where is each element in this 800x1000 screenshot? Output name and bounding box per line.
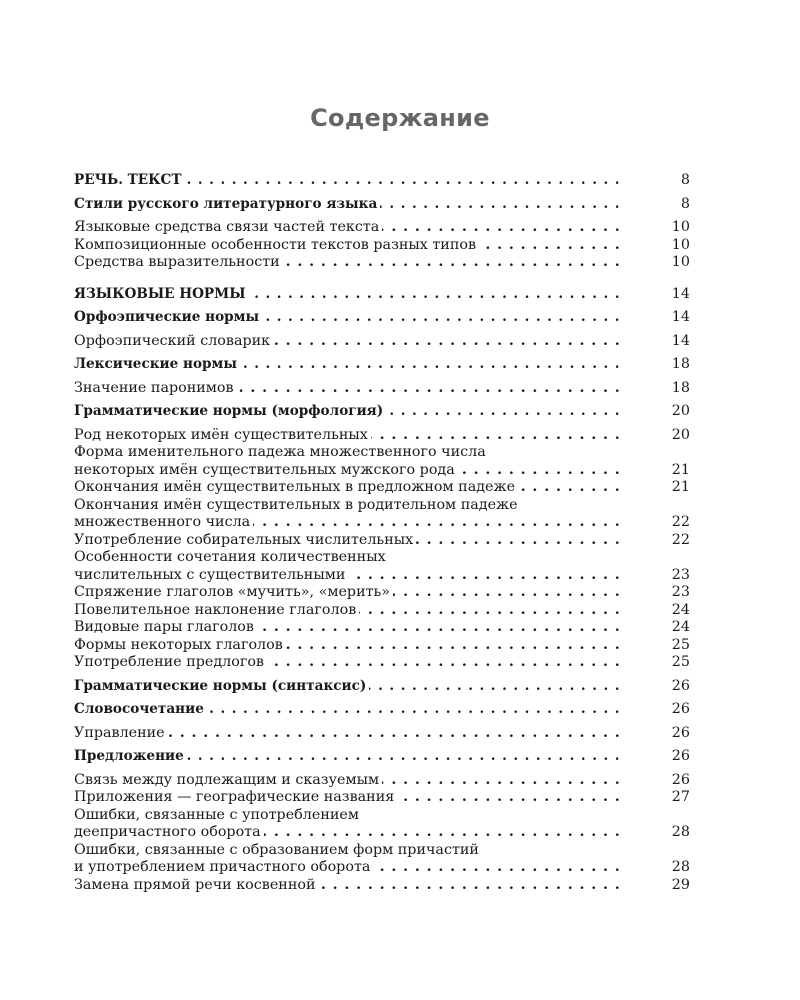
toc-entry-title: Ошибки, связанные с употреблением	[74, 807, 362, 823]
toc-page-number: 10	[671, 236, 690, 253]
toc-entry-label-wrap	[74, 254, 620, 272]
toc-page-number: 24	[671, 601, 690, 618]
toc-section-heading	[74, 196, 690, 214]
toc-entry	[74, 637, 690, 655]
toc-page-number: 29	[671, 876, 690, 893]
toc-entry-label-wrap	[74, 286, 620, 304]
toc-page-number: 21	[671, 461, 690, 478]
toc-entry	[74, 497, 690, 515]
toc-page-number: 28	[671, 824, 690, 840]
toc-entry	[74, 859, 690, 877]
toc-entry-title: Ошибки, связанные с образованием форм причастий	[74, 842, 482, 858]
toc-entry-title: и употреблением причастного оборота	[74, 859, 373, 875]
toc-entry-label-wrap	[74, 172, 620, 190]
toc-entry-label-wrap	[74, 619, 620, 637]
toc-entry-title: Окончания имён существительных в предложном падеже	[74, 479, 518, 495]
toc-section-heading	[74, 286, 690, 304]
toc-entry-title: деепричастного оборота	[74, 824, 264, 840]
toc-entry-title: Форма именительного падежа множественного числа	[74, 444, 489, 460]
toc-entry-label-wrap	[74, 678, 620, 696]
toc-entry-label-wrap	[74, 789, 620, 807]
toc-entry-title: Лексические нормы	[74, 356, 240, 372]
toc-entry	[74, 549, 690, 567]
toc-section-heading	[74, 748, 690, 766]
toc-section-heading	[74, 356, 690, 374]
toc-entry-label-wrap	[74, 567, 620, 585]
toc-entry-title: Употребление предлогов	[74, 654, 267, 670]
toc-entry-title: РЕЧЬ. ТЕКСТ	[74, 172, 184, 188]
toc-entry-title: Замена прямой речи косвенной	[74, 877, 319, 893]
toc-entry-label-wrap	[74, 479, 620, 497]
toc-entry-title: множественного числа	[74, 514, 253, 530]
toc-entry	[74, 514, 690, 532]
toc-page-number: 8	[680, 195, 690, 212]
toc-entry-label-wrap	[74, 380, 620, 398]
toc-section-heading	[74, 403, 690, 421]
toc-page-number: 24	[671, 619, 690, 635]
toc-page-number: 25	[671, 636, 690, 653]
toc-page-number: 22	[671, 514, 690, 530]
toc-entry	[74, 532, 690, 550]
toc-entry-title: Формы некоторых глаголов	[74, 637, 286, 653]
toc-entry-label-wrap	[74, 842, 620, 860]
toc-entry-title: Род некоторых имён существительных	[74, 427, 371, 443]
toc-entry-title: Окончания имён существительных в родительном падеже	[74, 497, 521, 513]
toc-entry-label-wrap	[74, 497, 620, 515]
toc-entry-label-wrap	[74, 514, 620, 532]
toc-page-number: 28	[671, 859, 690, 875]
toc-entry-title: Композиционные особенности текстов разных типов	[74, 237, 479, 253]
toc-entry-title: Словосочетание	[74, 701, 207, 717]
toc-page-number: 26	[671, 771, 690, 788]
toc-page-number: 8	[680, 172, 690, 188]
toc-entry-title: Средства выразительности	[74, 254, 283, 270]
toc-page-number: 10	[671, 219, 690, 235]
toc-entry	[74, 789, 690, 807]
toc-entry-label-wrap	[74, 237, 620, 255]
toc-entry-label-wrap	[74, 403, 620, 421]
toc-entry-label-wrap	[74, 637, 620, 655]
toc-entry-label-wrap	[74, 532, 620, 550]
page-title: Содержание	[310, 104, 490, 132]
toc-entry-label-wrap	[74, 333, 620, 351]
toc-entry-label-wrap	[74, 602, 620, 620]
toc-section-heading	[74, 678, 690, 696]
toc-entry-label-wrap	[74, 356, 620, 374]
toc-page-number: 22	[671, 531, 690, 548]
toc-entry-title: Орфоэпический словарик	[74, 333, 273, 349]
toc-page-number: 20	[671, 403, 690, 419]
toc-entry-label-wrap	[74, 824, 620, 842]
toc-entry-title: ЯЗЫКОВЫЕ НОРМЫ	[74, 286, 249, 302]
toc-entry	[74, 567, 690, 585]
toc-entry-title: Управление	[74, 725, 168, 741]
toc-entry-title: некоторых имён существительных мужского рода	[74, 462, 458, 478]
toc-entry-title: Орфоэпические нормы	[74, 309, 262, 325]
toc-entry	[74, 584, 690, 602]
toc-entry	[74, 725, 690, 743]
toc-page-number: 14	[671, 309, 690, 325]
toc-entry-label-wrap	[74, 309, 620, 327]
toc-entry-label-wrap	[74, 444, 620, 462]
toc-entry-label-wrap	[74, 219, 620, 237]
toc-entry-label-wrap	[74, 701, 620, 719]
toc-entry-label-wrap	[74, 725, 620, 743]
toc-entry-title: Языковые средства связи частей текста	[74, 219, 382, 235]
toc-entry	[74, 654, 690, 672]
toc-entry	[74, 462, 690, 480]
toc-page-number: 14	[671, 285, 690, 302]
toc-entry-title: Повелительное наклонение глаголов	[74, 602, 359, 618]
toc-page-number: 26	[671, 701, 690, 717]
toc-page-number: 18	[671, 356, 690, 372]
toc-page-number: 25	[671, 654, 690, 670]
toc-entry-title: Предложение	[74, 748, 187, 764]
toc-entry	[74, 219, 690, 237]
toc-entry-title: Значение паронимов	[74, 380, 237, 396]
toc-entry	[74, 479, 690, 497]
toc-entry	[74, 237, 690, 255]
toc-entry	[74, 842, 690, 860]
toc-page-number: 18	[671, 379, 690, 396]
toc-page-number: 10	[671, 254, 690, 270]
toc-page-number: 23	[671, 566, 690, 583]
toc-entry-label-wrap	[74, 807, 620, 825]
toc-page-number: 26	[671, 677, 690, 694]
toc-page-number: 14	[671, 332, 690, 349]
toc-entry-label-wrap	[74, 772, 620, 790]
toc-entry-title: Грамматические нормы (морфология)	[74, 403, 386, 419]
toc-entry-label-wrap	[74, 196, 620, 214]
toc-entry	[74, 807, 690, 825]
toc-page-number: 26	[671, 748, 690, 764]
toc-entry-label-wrap	[74, 584, 620, 602]
toc-entry	[74, 254, 690, 272]
toc-entry-label-wrap	[74, 859, 620, 877]
toc-page-number: 21	[671, 479, 690, 495]
toc-entry	[74, 427, 690, 445]
toc-entry-label-wrap	[74, 654, 620, 672]
toc-page-number: 26	[671, 724, 690, 741]
toc-entry-title: Грамматические нормы (синтаксис)	[74, 678, 369, 694]
toc-entry	[74, 333, 690, 351]
toc-entry-title: Особенности сочетания количественных	[74, 549, 389, 565]
toc-entry-title: Спряжение глаголов «мучить», «мерить»	[74, 584, 393, 600]
toc-page-number: 27	[671, 789, 690, 805]
toc-section-heading	[74, 172, 690, 190]
toc-page-number: 20	[671, 426, 690, 443]
toc-entry-title: Стили русского литературного языка	[74, 196, 380, 212]
toc-section-heading	[74, 701, 690, 719]
toc-entry-label-wrap	[74, 427, 620, 445]
toc-entry-label-wrap	[74, 877, 620, 895]
toc-entry-label-wrap	[74, 549, 620, 567]
toc-entry	[74, 772, 690, 790]
toc-entry	[74, 824, 690, 842]
toc-section-heading	[74, 309, 690, 327]
toc-page-number: 23	[671, 584, 690, 600]
toc-entry-title: Приложения — географические названия	[74, 789, 397, 805]
toc-entry	[74, 444, 690, 462]
toc-entry	[74, 380, 690, 398]
toc-entry-title: Связь между подлежащим и сказуемым	[74, 772, 382, 788]
toc-entry-title: Видовые пары глаголов	[74, 619, 257, 635]
toc-entry	[74, 602, 690, 620]
toc-entry-title: числительных с существительными	[74, 567, 348, 583]
toc-entry	[74, 877, 690, 895]
toc-entry-label-wrap	[74, 462, 620, 480]
table-of-contents	[74, 172, 690, 894]
toc-entry-title: Употребление собирательных числительных	[74, 532, 416, 548]
toc-entry-label-wrap	[74, 748, 620, 766]
toc-entry	[74, 619, 690, 637]
